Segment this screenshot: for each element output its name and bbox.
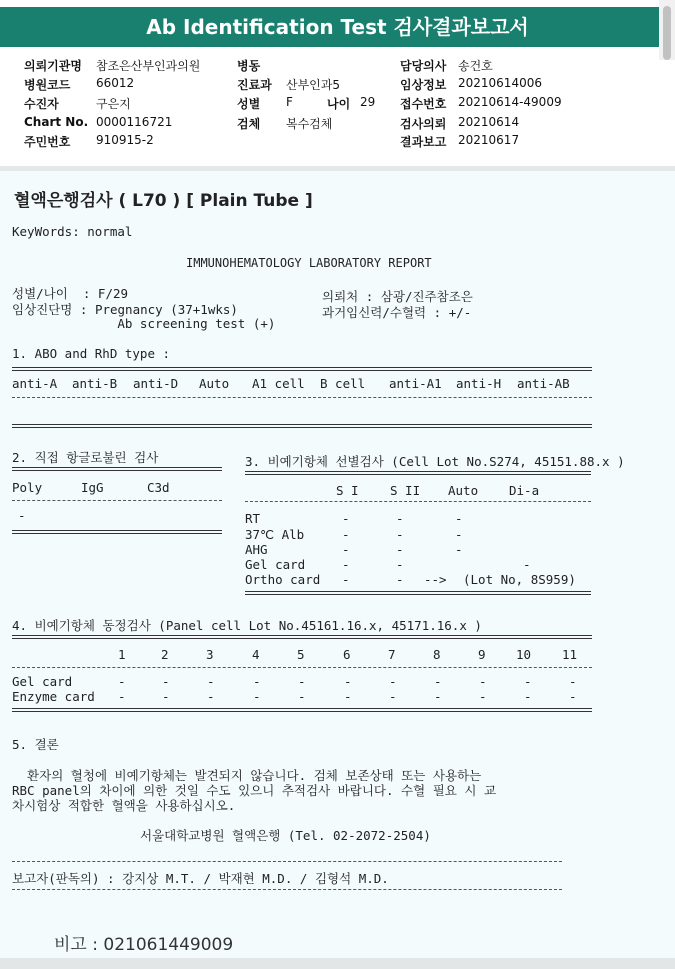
screen-cell: - [455, 542, 463, 557]
panel-column-header: 7 [388, 647, 396, 662]
info-line: Ab screening test (+) [12, 316, 276, 331]
panel-cell: - [569, 689, 577, 704]
screen-cell: - [523, 557, 531, 572]
panel-cell: - [479, 674, 487, 689]
single-rule [12, 889, 562, 890]
screen-cell: - [342, 542, 350, 557]
abo-column-header: anti-AB [517, 376, 570, 391]
single-rule [245, 501, 591, 502]
screen-cell: - [342, 572, 350, 587]
panel-cell: - [389, 674, 397, 689]
panel-cell: - [298, 674, 306, 689]
keywords: KeyWords: normal [12, 224, 133, 239]
report-title: Ab Identification Test 검사결과보고서 [146, 15, 529, 39]
screen-cell: - [342, 557, 350, 572]
panel-column-header: 8 [433, 647, 441, 662]
header-label: 성별 [237, 97, 261, 111]
abo-column-header: A1 cell [252, 376, 305, 391]
single-rule [12, 667, 592, 668]
header-label: 진료과 [237, 78, 272, 92]
header-value: 910915-2 [96, 133, 154, 147]
info-line: 성별/나이 : F/29 [12, 286, 129, 301]
conclusion-line: 환자의 혈청에 비예기항체는 발견되지 않습니다. 검체 보존상태 또는 사용하는 [12, 768, 482, 783]
header-value: 참조은산부인과의원 [96, 59, 201, 73]
hospital-contact: 서울대학교병원 혈액은행 (Tel. 02-2072-2504) [140, 828, 431, 843]
screen-column-header: Auto [448, 483, 479, 498]
abo-column-header: anti-D [133, 376, 179, 391]
header-label: 검체 [237, 117, 261, 131]
abo-column-header: B cell [320, 376, 366, 391]
panel-column-header: 2 [161, 647, 169, 662]
screen-row-label: 37℃ Alb [245, 527, 305, 542]
header-value: 20210614-49009 [458, 95, 562, 109]
header-value: 29 [360, 95, 376, 109]
panel-cell: - [118, 689, 126, 704]
header-label: 병동 [237, 59, 261, 73]
header-label: Chart No. [24, 115, 89, 129]
screen-cell: - [396, 527, 404, 542]
double-rule [12, 635, 592, 639]
header-label: 수진자 [24, 97, 59, 111]
panel-cell: - [524, 674, 532, 689]
panel-column-header: 1 [118, 647, 126, 662]
screen-cell: - [396, 572, 404, 587]
panel-cell: - [434, 689, 442, 704]
header-value: 20210614006 [458, 76, 542, 90]
panel-column-header: 3 [206, 647, 214, 662]
section-title: 2. 직접 항글로불린 검사 [12, 450, 159, 465]
conclusion-line: 차시험상 적합한 혈액을 사용하십시오. [12, 798, 236, 813]
dat-result: - [18, 508, 26, 523]
panel-cell: - [524, 689, 532, 704]
screen-row-label: RT [245, 511, 261, 526]
double-rule [12, 424, 592, 428]
screen-cell: - [455, 527, 463, 542]
panel-cell: - [253, 674, 261, 689]
panel-column-header: 11 [562, 647, 578, 662]
panel-cell: - [344, 689, 352, 704]
screen-cell: --> [424, 572, 447, 587]
panel-cell: - [118, 674, 126, 689]
double-rule [245, 591, 591, 595]
info-line: 의뢰처 : 삼광/진주참조은 [322, 289, 473, 304]
panel-row-label: Enzyme card [12, 689, 95, 704]
header-value: F [286, 95, 293, 109]
panel-cell: - [389, 689, 397, 704]
single-rule [12, 500, 222, 501]
screen-cell: - [342, 511, 350, 526]
screen-cell: - [342, 527, 350, 542]
abo-column-header: anti-A1 [389, 376, 442, 391]
section-title: 5. 결론 [12, 737, 59, 752]
header-label: 담당의사 [400, 59, 447, 73]
panel-cell: - [569, 674, 577, 689]
panel-column-header: 4 [252, 647, 260, 662]
header-value: 복수검체 [286, 117, 333, 131]
double-rule [12, 367, 592, 371]
header-value: 66012 [96, 76, 135, 90]
screen-row-label: AHG [245, 542, 268, 557]
double-rule [12, 530, 222, 534]
header-value: 구은지 [96, 97, 131, 111]
reporter-line: 보고자(판독의) : 강지상 M.T. / 박재현 M.D. / 김형석 M.D. [12, 871, 389, 886]
abo-column-header: anti-B [72, 376, 118, 391]
dat-column-header: IgG [81, 480, 104, 495]
section-title: 3. 비예기항체 선별검사 (Cell Lot No.S274, 45151.88.x ) [245, 454, 625, 469]
bottom-border [0, 958, 675, 969]
header-label: 주민번호 [24, 135, 71, 149]
header-label: 임상정보 [400, 78, 447, 92]
panel-cell: - [162, 689, 170, 704]
header-label: 검사의뢰 [400, 117, 447, 131]
header-label: 의뢰기관명 [24, 59, 82, 73]
panel-column-header: 6 [343, 647, 351, 662]
header-value: 20210614 [458, 115, 520, 129]
header-value: 20210617 [458, 133, 520, 147]
panel-cell: - [298, 689, 306, 704]
abo-column-header: anti-A [12, 376, 58, 391]
panel-cell: - [253, 689, 261, 704]
panel-cell: - [162, 674, 170, 689]
single-rule [12, 397, 592, 398]
screen-row-label: Ortho card [245, 572, 321, 587]
section-title: 4. 비예기항체 동정검사 (Panel cell Lot No.45161.16.x, 45171.16.x ) [12, 618, 482, 633]
scrollbar-thumb[interactable] [663, 6, 671, 60]
double-rule [12, 467, 222, 471]
lab-report-title: IMMUNOHEMATOLOGY LABORATORY REPORT [186, 256, 432, 270]
panel-row-label: Gel card [12, 674, 73, 689]
screen-cell: - [455, 511, 463, 526]
screen-cell: - [396, 557, 404, 572]
panel-column-header: 9 [478, 647, 486, 662]
header-value: 송건호 [458, 59, 493, 73]
header-label: 병원코드 [24, 78, 71, 92]
info-line: 임상진단명 : Pregnancy (37+1wks) [12, 302, 238, 317]
panel-column-header: 10 [516, 647, 532, 662]
header-value: 산부인과5 [286, 78, 341, 92]
abo-column-header: anti-H [456, 376, 502, 391]
panel-cell: - [207, 689, 215, 704]
panel-column-header: 5 [297, 647, 305, 662]
single-rule [12, 861, 562, 862]
abo-column-header: Auto [199, 376, 230, 391]
header-label: 접수번호 [400, 97, 447, 111]
double-rule [12, 708, 592, 712]
dat-column-header: C3d [147, 480, 170, 495]
panel-cell: - [207, 674, 215, 689]
header-value: 0000116721 [96, 115, 173, 129]
conclusion-line: RBC panel의 차이에 의한 것일 수도 있으니 추적검사 바랍니다. 수혈 필요 시 교 [12, 783, 497, 798]
screen-column-header: Di-a [509, 483, 540, 498]
panel-cell: - [344, 674, 352, 689]
test-title: 혈액은행검사 ( L70 ) [ Plain Tube ] [14, 191, 313, 211]
header-label: 결과보고 [400, 135, 447, 149]
screen-column-header: S I [336, 483, 359, 498]
screen-row-label: Gel card [245, 557, 306, 572]
double-rule [245, 471, 591, 475]
remark-line: 비고 : 021061449009 [54, 935, 234, 955]
screen-column-header: S II [390, 483, 421, 498]
info-line: 과거임신력/수혈력 : +/- [322, 305, 472, 320]
panel-cell: - [479, 689, 487, 704]
dat-column-header: Poly [12, 480, 43, 495]
header-label: 나이 [327, 97, 351, 111]
screen-cell: - [396, 542, 404, 557]
screen-cell: - [396, 511, 404, 526]
panel-cell: - [434, 674, 442, 689]
screen-cell: (Lot No, 8S959) [463, 572, 576, 587]
section-title: 1. ABO and RhD type : [12, 346, 171, 361]
